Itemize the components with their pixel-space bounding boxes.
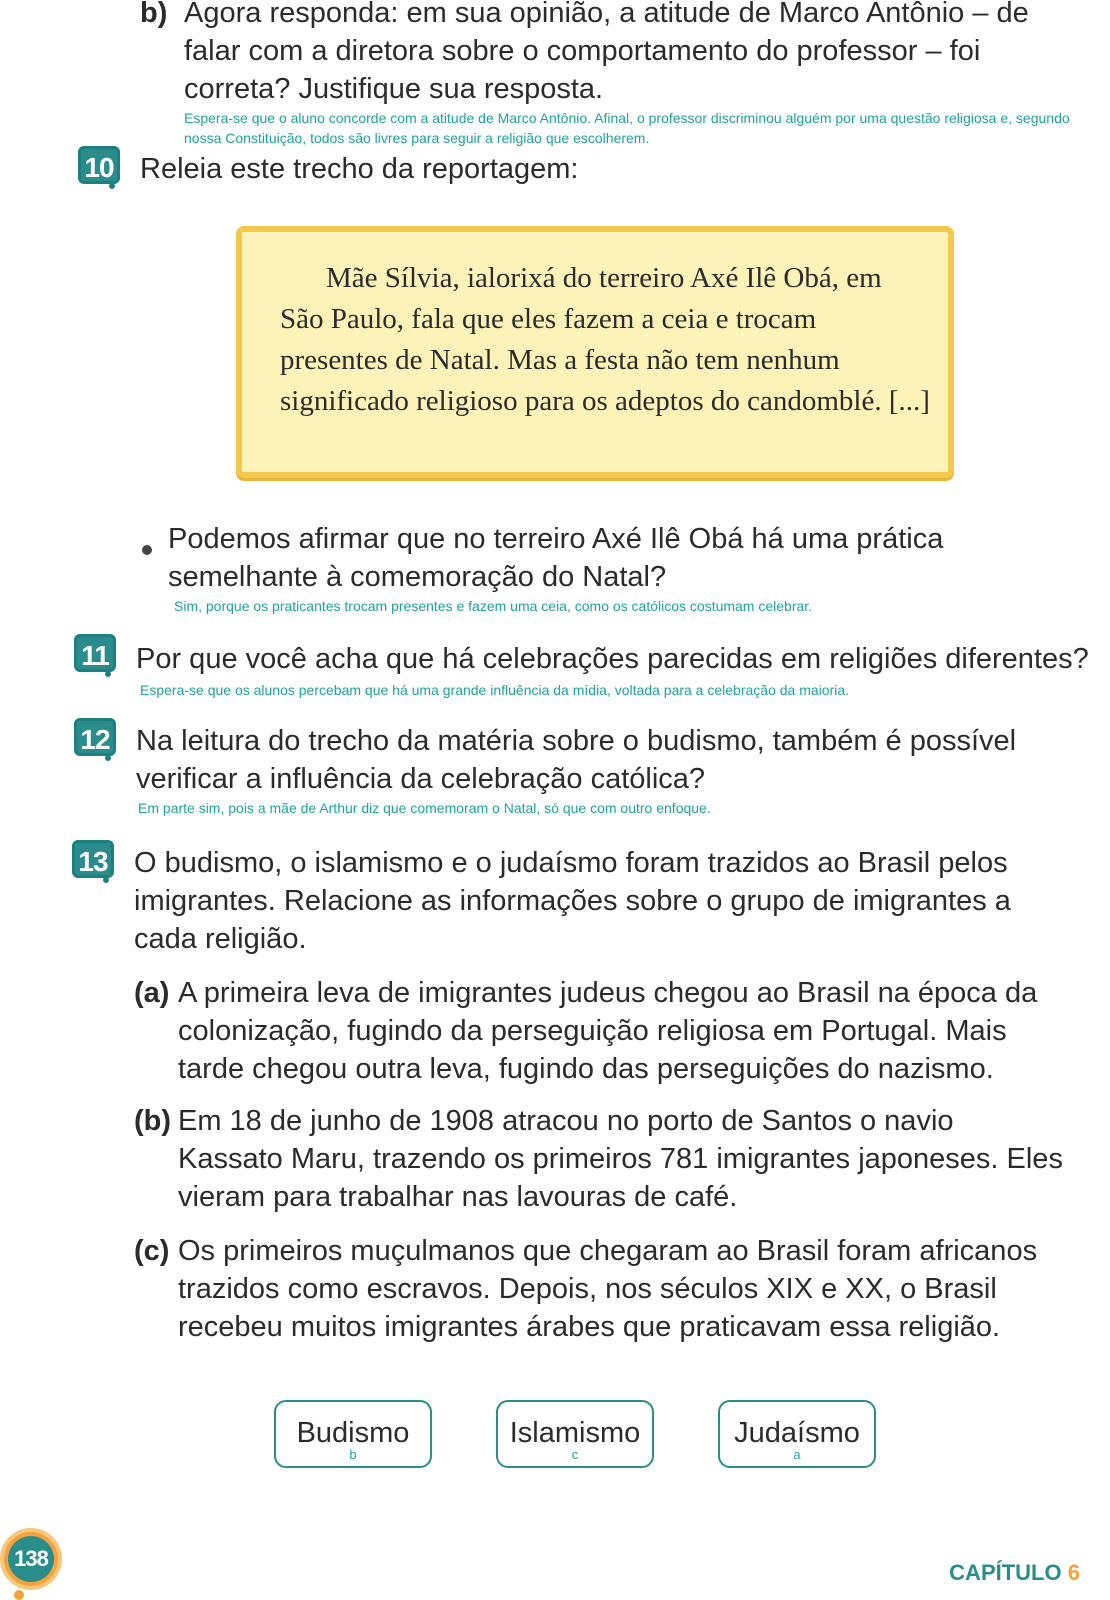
item-letter: (c) — [134, 1235, 170, 1267]
question-11-text: Por que você acha que há celebrações parecidas em religiões diferentes? — [136, 643, 1089, 675]
list-item — [134, 1232, 1064, 1346]
option-islamismo — [496, 1400, 654, 1468]
option-budismo — [274, 1400, 432, 1468]
decorative-dot-icon — [14, 1590, 24, 1600]
item-letter: (b) — [134, 1105, 172, 1137]
question-text: Agora responda: em sua opinião, a atitude de Marco Antônio – de falar com a diretora sobre o comportamento do professor – foi correta? Justifique sua resposta. — [184, 0, 1029, 105]
option-answer: b — [349, 1447, 357, 1462]
list-item — [134, 974, 1064, 1088]
option-answer: a — [793, 1447, 801, 1462]
question-number-badge: 11 — [74, 634, 116, 672]
bullet-icon — [142, 545, 152, 555]
option-label: Islamismo — [509, 1417, 641, 1449]
option-answer: c — [571, 1447, 579, 1462]
chapter-number: 6 — [1067, 1560, 1080, 1585]
question-12-text: Na leitura do trecho da matéria sobre o budismo, também é possível verificar a influência da celebração católica? — [136, 725, 1017, 795]
answer-9b: Espera-se que o aluno concorde com a atitude de Marco Antônio. Afinal, o professor discriminou alguém por uma questão religiosa e, segundo nossa Constituição, todos são livres para seguir a religião que escolherem. — [184, 110, 1070, 146]
chapter-label — [949, 1560, 1080, 1586]
question-number-badge: 13 — [72, 840, 114, 878]
quote-box — [236, 226, 954, 478]
item-letter: (a) — [134, 977, 170, 1009]
question-13-text: O budismo, o islamismo e o judaísmo foram trazidos ao Brasil pelos imigrantes. Relacione as informações sobre o grupo de imigrantes a cada religião. — [134, 847, 1011, 955]
option-label: Judaísmo — [734, 1417, 860, 1449]
chapter-text: CAPÍTULO — [949, 1560, 1062, 1585]
question-number-badge: 10 — [78, 146, 120, 184]
page-number-badge — [0, 1528, 62, 1590]
bullet-answer: Sim, porque os praticantes trocam presentes e fazem uma ceia, como os católicos costumam celebrar. — [174, 598, 813, 614]
option-label: Budismo — [296, 1417, 410, 1449]
page-number: 138 — [8, 1536, 54, 1582]
answer-11: Espera-se que os alunos percebam que há uma grande influência da mídia, voltada para a celebração da maioria. — [140, 682, 849, 698]
answer-12: Em parte sim, pois a mãe de Arthur diz que comemoram o Natal, só que com outro enfoque. — [138, 800, 711, 816]
list-item — [134, 1102, 1064, 1216]
item-text: A primeira leva de imigrantes judeus chegou ao Brasil na época da colonização, fugindo da perseguição religiosa em Portugal. Mais tarde chegou outra leva, fugindo das perseguições do nazismo. — [178, 977, 1038, 1085]
bullet-question: Podemos afirmar que no terreiro Axé Ilê Obá há uma prática semelhante à comemoração do Natal? — [168, 523, 944, 593]
question-number-badge: 12 — [74, 718, 116, 756]
question-10-text: Releia este trecho da reportagem: — [140, 153, 579, 185]
item-text: Em 18 de junho de 1908 atracou no porto de Santos o navio Kassato Maru, trazendo os primeiros 781 imigrantes japoneses. Eles vieram para trabalhar nas lavouras de café. — [178, 1105, 1063, 1213]
option-judaismo — [718, 1400, 876, 1468]
item-text: Os primeiros muçulmanos que chegaram ao Brasil foram africanos trazidos como escravos. Depois, nos séculos XIX e XX, o Brasil recebeu muitos imigrantes árabes que praticavam essa religião. — [178, 1235, 1038, 1343]
question-9b — [140, 0, 1080, 108]
item-letter: b) — [140, 0, 168, 29]
quote-text: Mãe Sílvia, ialorixá do terreiro Axé Ilê Obá, em São Paulo, fala que eles fazem a ceia e trocam presentes de Natal. Mas a festa não tem nenhum significado religioso para os adeptos do candomblé. [...] — [280, 262, 930, 417]
